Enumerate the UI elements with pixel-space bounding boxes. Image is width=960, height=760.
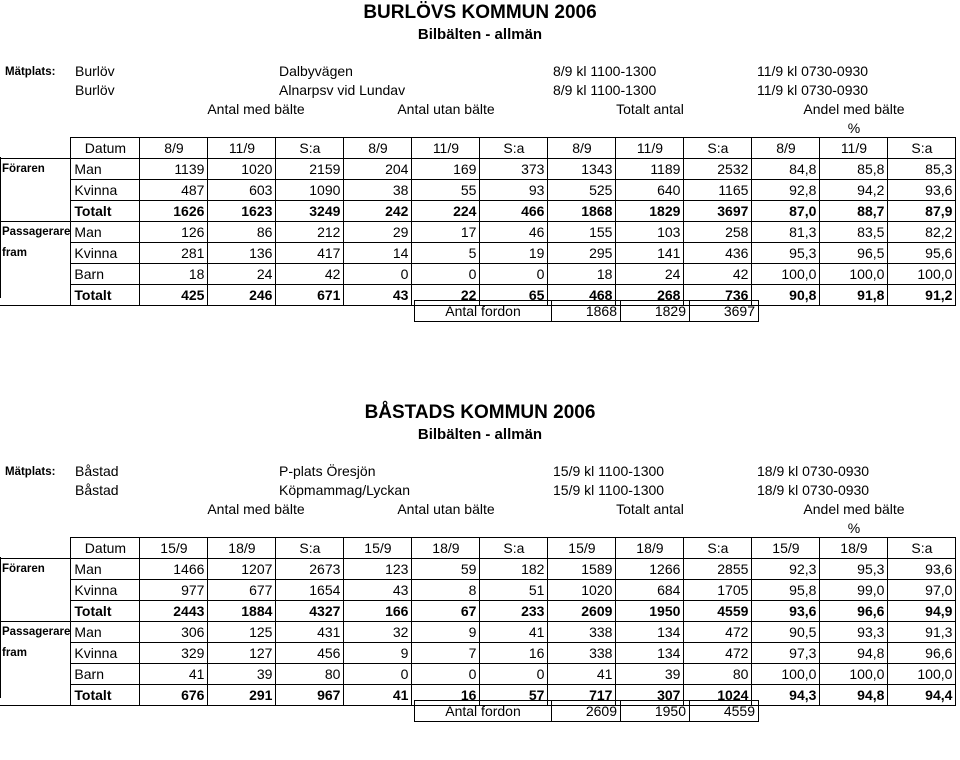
cell: 182 [480,559,548,580]
cell: 306 [140,622,208,643]
fordon-label: Antal fordon [415,301,552,322]
group-header-totalt: Totalt antal [616,101,684,117]
cell: 95,6 [888,243,956,264]
percent-label: % [847,520,861,536]
cell: 487 [140,180,208,201]
cell: 677 [208,580,276,601]
cell: 1139 [140,159,208,180]
cell: 39 [208,664,276,685]
group-header-med-balte: Antal med bälte [207,101,305,117]
date-col: S:a [888,538,956,559]
group-header-andel: Andel med bälte [803,501,905,517]
cell: 258 [684,222,752,243]
cell: 4559 [684,601,752,622]
cell: 93,3 [820,622,888,643]
matplats-label: Mätplats: [5,66,56,78]
matplats-label: Mätplats: [5,466,56,478]
group-header-andel: Andel med bälte [803,101,905,117]
table-row [0,243,956,264]
cell: 51 [480,580,548,601]
cell: 18 [548,264,616,285]
cell: 3697 [684,201,752,222]
date-col: S:a [480,138,548,159]
date-col: 15/9 [752,538,820,559]
cell: 1024 [684,685,752,706]
date-col: 15/9 [344,538,412,559]
cell: 94,4 [888,685,956,706]
cell: 1626 [140,201,208,222]
cell: 94,8 [820,685,888,706]
date-col: 18/9 [208,538,276,559]
data-table [0,537,956,706]
date-header-row [0,538,956,559]
cell: 87,9 [888,201,956,222]
cell: 1705 [684,580,752,601]
site-place-1: Burlöv [75,63,115,79]
cell: 57 [480,685,548,706]
cell: 100,0 [752,264,820,285]
row-label: Kvinna [71,643,140,664]
row-label: Totalt [71,601,140,622]
date-col: S:a [276,538,344,559]
cell: 136 [208,243,276,264]
date-col: S:a [888,138,956,159]
cell: 233 [480,601,548,622]
table-row [0,622,956,643]
table-row [0,222,956,243]
cell: 603 [208,180,276,201]
date-col: 8/9 [140,138,208,159]
cell: 80 [684,664,752,685]
table-row-total [0,201,956,222]
cell: 1020 [208,159,276,180]
fordon-value: 3697 [690,301,759,322]
cell: 977 [140,580,208,601]
cell: 19 [480,243,548,264]
datum-label: Datum [71,138,140,159]
row-label: Kvinna [71,243,140,264]
cell: 88,7 [820,201,888,222]
cell: 93 [480,180,548,201]
cell: 18 [140,264,208,285]
date-col: S:a [276,138,344,159]
cell: 43 [344,285,412,306]
cell: 1884 [208,601,276,622]
cell: 92,3 [752,559,820,580]
cell: 126 [140,222,208,243]
site-time-2: 18/9 kl 0730-0930 [757,463,870,479]
cell: 43 [344,580,412,601]
cell: 436 [684,243,752,264]
date-col: 8/9 [344,138,412,159]
date-col: 18/9 [820,538,888,559]
percent-label: % [847,120,861,136]
table-row [0,180,956,201]
site-location-1: Dalbyvägen [279,63,353,79]
cell: 9 [412,622,480,643]
cell: 80 [276,664,344,685]
cell: 92,8 [752,180,820,201]
cell: 94,3 [752,685,820,706]
cell: 417 [276,243,344,264]
row-label: Man [71,622,140,643]
cell: 268 [616,285,684,306]
cell: 1868 [548,201,616,222]
cell: 17 [412,222,480,243]
bastad-section [0,400,960,760]
cell: 91,8 [820,285,888,306]
cell: 684 [616,580,684,601]
cell: 97,0 [888,580,956,601]
cell: 204 [344,159,412,180]
cell: 85,8 [820,159,888,180]
cell: 1950 [616,601,684,622]
cell: 169 [412,159,480,180]
cell: 93,6 [752,601,820,622]
cell: 14 [344,243,412,264]
fordon-value: 1829 [621,301,690,322]
date-col: 11/9 [208,138,276,159]
cell: 1589 [548,559,616,580]
site-time-4: 11/9 kl 0730-0930 [757,82,869,98]
cell: 246 [208,285,276,306]
cell: 0 [344,664,412,685]
cell: 42 [276,264,344,285]
section-subtitle: Bilbälten - allmän [417,26,543,43]
cell: 141 [616,243,684,264]
cell: 2609 [548,601,616,622]
cell: 100,0 [820,664,888,685]
date-col: 18/9 [412,538,480,559]
group-label-forare: Föraren [0,559,71,580]
fordon-table [414,700,759,722]
cell: 95,3 [752,243,820,264]
cell: 468 [548,285,616,306]
group-header-totalt: Totalt antal [616,501,684,517]
cell: 640 [616,180,684,201]
cell: 97,3 [752,643,820,664]
cell: 123 [344,559,412,580]
date-col: 15/9 [140,538,208,559]
cell: 4327 [276,601,344,622]
fordon-value: 4559 [690,701,759,722]
cell: 291 [208,685,276,706]
site-place-2: Burlöv [75,82,115,98]
fordon-value: 2609 [552,701,621,722]
cell: 0 [480,664,548,685]
cell: 1189 [616,159,684,180]
group-label-forare: Föraren [0,159,71,180]
cell: 1090 [276,180,344,201]
cell: 224 [412,201,480,222]
row-label: Barn [71,664,140,685]
cell: 242 [344,201,412,222]
cell: 93,6 [888,559,956,580]
cell: 0 [412,264,480,285]
cell: 967 [276,685,344,706]
cell: 0 [344,264,412,285]
cell: 81,3 [752,222,820,243]
cell: 96,6 [820,601,888,622]
table-row [0,264,956,285]
date-col: 18/9 [616,538,684,559]
cell: 295 [548,243,616,264]
cell: 94,8 [820,643,888,664]
group-label-passagerare: Passagerare [0,622,71,643]
table-row [0,159,956,180]
date-col: S:a [684,538,752,559]
cell: 5 [412,243,480,264]
cell: 1654 [276,580,344,601]
group-label-passagerare: Passagerare [0,222,71,243]
cell: 93,6 [888,180,956,201]
cell: 41 [344,685,412,706]
date-col: 15/9 [548,538,616,559]
cell: 100,0 [820,264,888,285]
site-place-2: Båstad [75,482,119,498]
site-time-2: 11/9 kl 0730-0930 [757,63,869,79]
row-label: Totalt [71,201,140,222]
cell: 65 [480,285,548,306]
cell: 41 [480,622,548,643]
cell: 41 [548,664,616,685]
site-time-1: 8/9 kl 1100-1300 [553,63,657,79]
cell: 1466 [140,559,208,580]
cell: 9 [344,643,412,664]
cell: 90,5 [752,622,820,643]
data-table [0,137,956,306]
table-row [0,643,956,664]
row-label: Totalt [71,285,140,306]
cell: 2159 [276,159,344,180]
cell: 472 [684,622,752,643]
site-location-2: Alnarpsv vid Lundav [279,82,406,98]
date-col: 11/9 [412,138,480,159]
group-header-utan-balte: Antal utan bälte [397,101,495,117]
cell: 84,8 [752,159,820,180]
cell: 16 [480,643,548,664]
cell: 67 [412,601,480,622]
cell: 42 [684,264,752,285]
cell: 2673 [276,559,344,580]
datum-label: Datum [71,538,140,559]
site-time-1: 15/9 kl 1100-1300 [553,463,665,479]
group-label-fram: fram [0,243,71,264]
section-title: BÅSTADS KOMMUN 2006 [364,402,596,423]
section-title: BURLÖVS KOMMUN 2006 [363,2,597,23]
row-label: Kvinna [71,180,140,201]
cell: 212 [276,222,344,243]
cell: 24 [616,264,684,285]
cell: 95,8 [752,580,820,601]
burlov-section [0,0,960,360]
cell: 1165 [684,180,752,201]
cell: 338 [548,643,616,664]
cell: 1020 [548,580,616,601]
cell: 86 [208,222,276,243]
cell: 24 [208,264,276,285]
cell: 46 [480,222,548,243]
cell: 32 [344,622,412,643]
cell: 466 [480,201,548,222]
cell: 425 [140,285,208,306]
row-label: Kvinna [71,580,140,601]
table-row [0,664,956,685]
row-label: Barn [71,264,140,285]
cell: 1829 [616,201,684,222]
cell: 0 [480,264,548,285]
cell: 525 [548,180,616,201]
cell: 472 [684,643,752,664]
cell: 82,2 [888,222,956,243]
section-subtitle: Bilbälten - allmän [417,426,543,443]
cell: 29 [344,222,412,243]
cell: 456 [276,643,344,664]
site-time-3: 15/9 kl 1100-1300 [553,482,665,498]
cell: 87,0 [752,201,820,222]
cell: 717 [548,685,616,706]
group-header-utan-balte: Antal utan bälte [397,501,495,517]
row-label: Man [71,159,140,180]
cell: 55 [412,180,480,201]
cell: 431 [276,622,344,643]
cell: 2855 [684,559,752,580]
cell: 94,2 [820,180,888,201]
cell: 16 [412,685,480,706]
site-place-1: Båstad [75,463,119,479]
cell: 100,0 [888,264,956,285]
cell: 3249 [276,201,344,222]
date-header-row [0,138,956,159]
table-row [0,559,956,580]
row-label: Man [71,559,140,580]
date-col: 11/9 [820,138,888,159]
date-col: S:a [684,138,752,159]
cell: 125 [208,622,276,643]
row-label: Totalt [71,685,140,706]
cell: 134 [616,643,684,664]
cell: 99,0 [820,580,888,601]
site-time-3: 8/9 kl 1100-1300 [553,82,657,98]
cell: 1207 [208,559,276,580]
fordon-value: 1868 [552,301,621,322]
date-col: 11/9 [616,138,684,159]
group-header-med-balte: Antal med bälte [207,501,305,517]
cell: 96,5 [820,243,888,264]
cell: 1343 [548,159,616,180]
fordon-table [414,300,759,322]
fordon-value: 1950 [621,701,690,722]
cell: 671 [276,285,344,306]
date-col: 8/9 [752,138,820,159]
date-col: S:a [480,538,548,559]
cell: 373 [480,159,548,180]
cell: 127 [208,643,276,664]
cell: 94,9 [888,601,956,622]
group-label-fram: fram [0,643,71,664]
cell: 91,2 [888,285,956,306]
cell: 22 [412,285,480,306]
cell: 166 [344,601,412,622]
cell: 2443 [140,601,208,622]
table-row-total [0,601,956,622]
cell: 329 [140,643,208,664]
cell: 59 [412,559,480,580]
cell: 41 [140,664,208,685]
cell: 90,8 [752,285,820,306]
cell: 155 [548,222,616,243]
cell: 8 [412,580,480,601]
cell: 676 [140,685,208,706]
date-col: 8/9 [548,138,616,159]
cell: 338 [548,622,616,643]
fordon-label: Antal fordon [415,701,552,722]
cell: 100,0 [752,664,820,685]
site-location-1: P-plats Öresjön [279,463,376,479]
site-time-4: 18/9 kl 0730-0930 [757,482,870,498]
cell: 1266 [616,559,684,580]
cell: 307 [616,685,684,706]
cell: 95,3 [820,559,888,580]
cell: 1623 [208,201,276,222]
cell: 134 [616,622,684,643]
cell: 2532 [684,159,752,180]
cell: 7 [412,643,480,664]
cell: 85,3 [888,159,956,180]
cell: 39 [616,664,684,685]
cell: 281 [140,243,208,264]
row-label: Man [71,222,140,243]
cell: 100,0 [888,664,956,685]
cell: 96,6 [888,643,956,664]
cell: 736 [684,285,752,306]
cell: 83,5 [820,222,888,243]
table-row [0,580,956,601]
cell: 91,3 [888,622,956,643]
cell: 103 [616,222,684,243]
cell: 38 [344,180,412,201]
site-location-2: Köpmammag/Lyckan [279,482,410,498]
cell: 0 [412,664,480,685]
